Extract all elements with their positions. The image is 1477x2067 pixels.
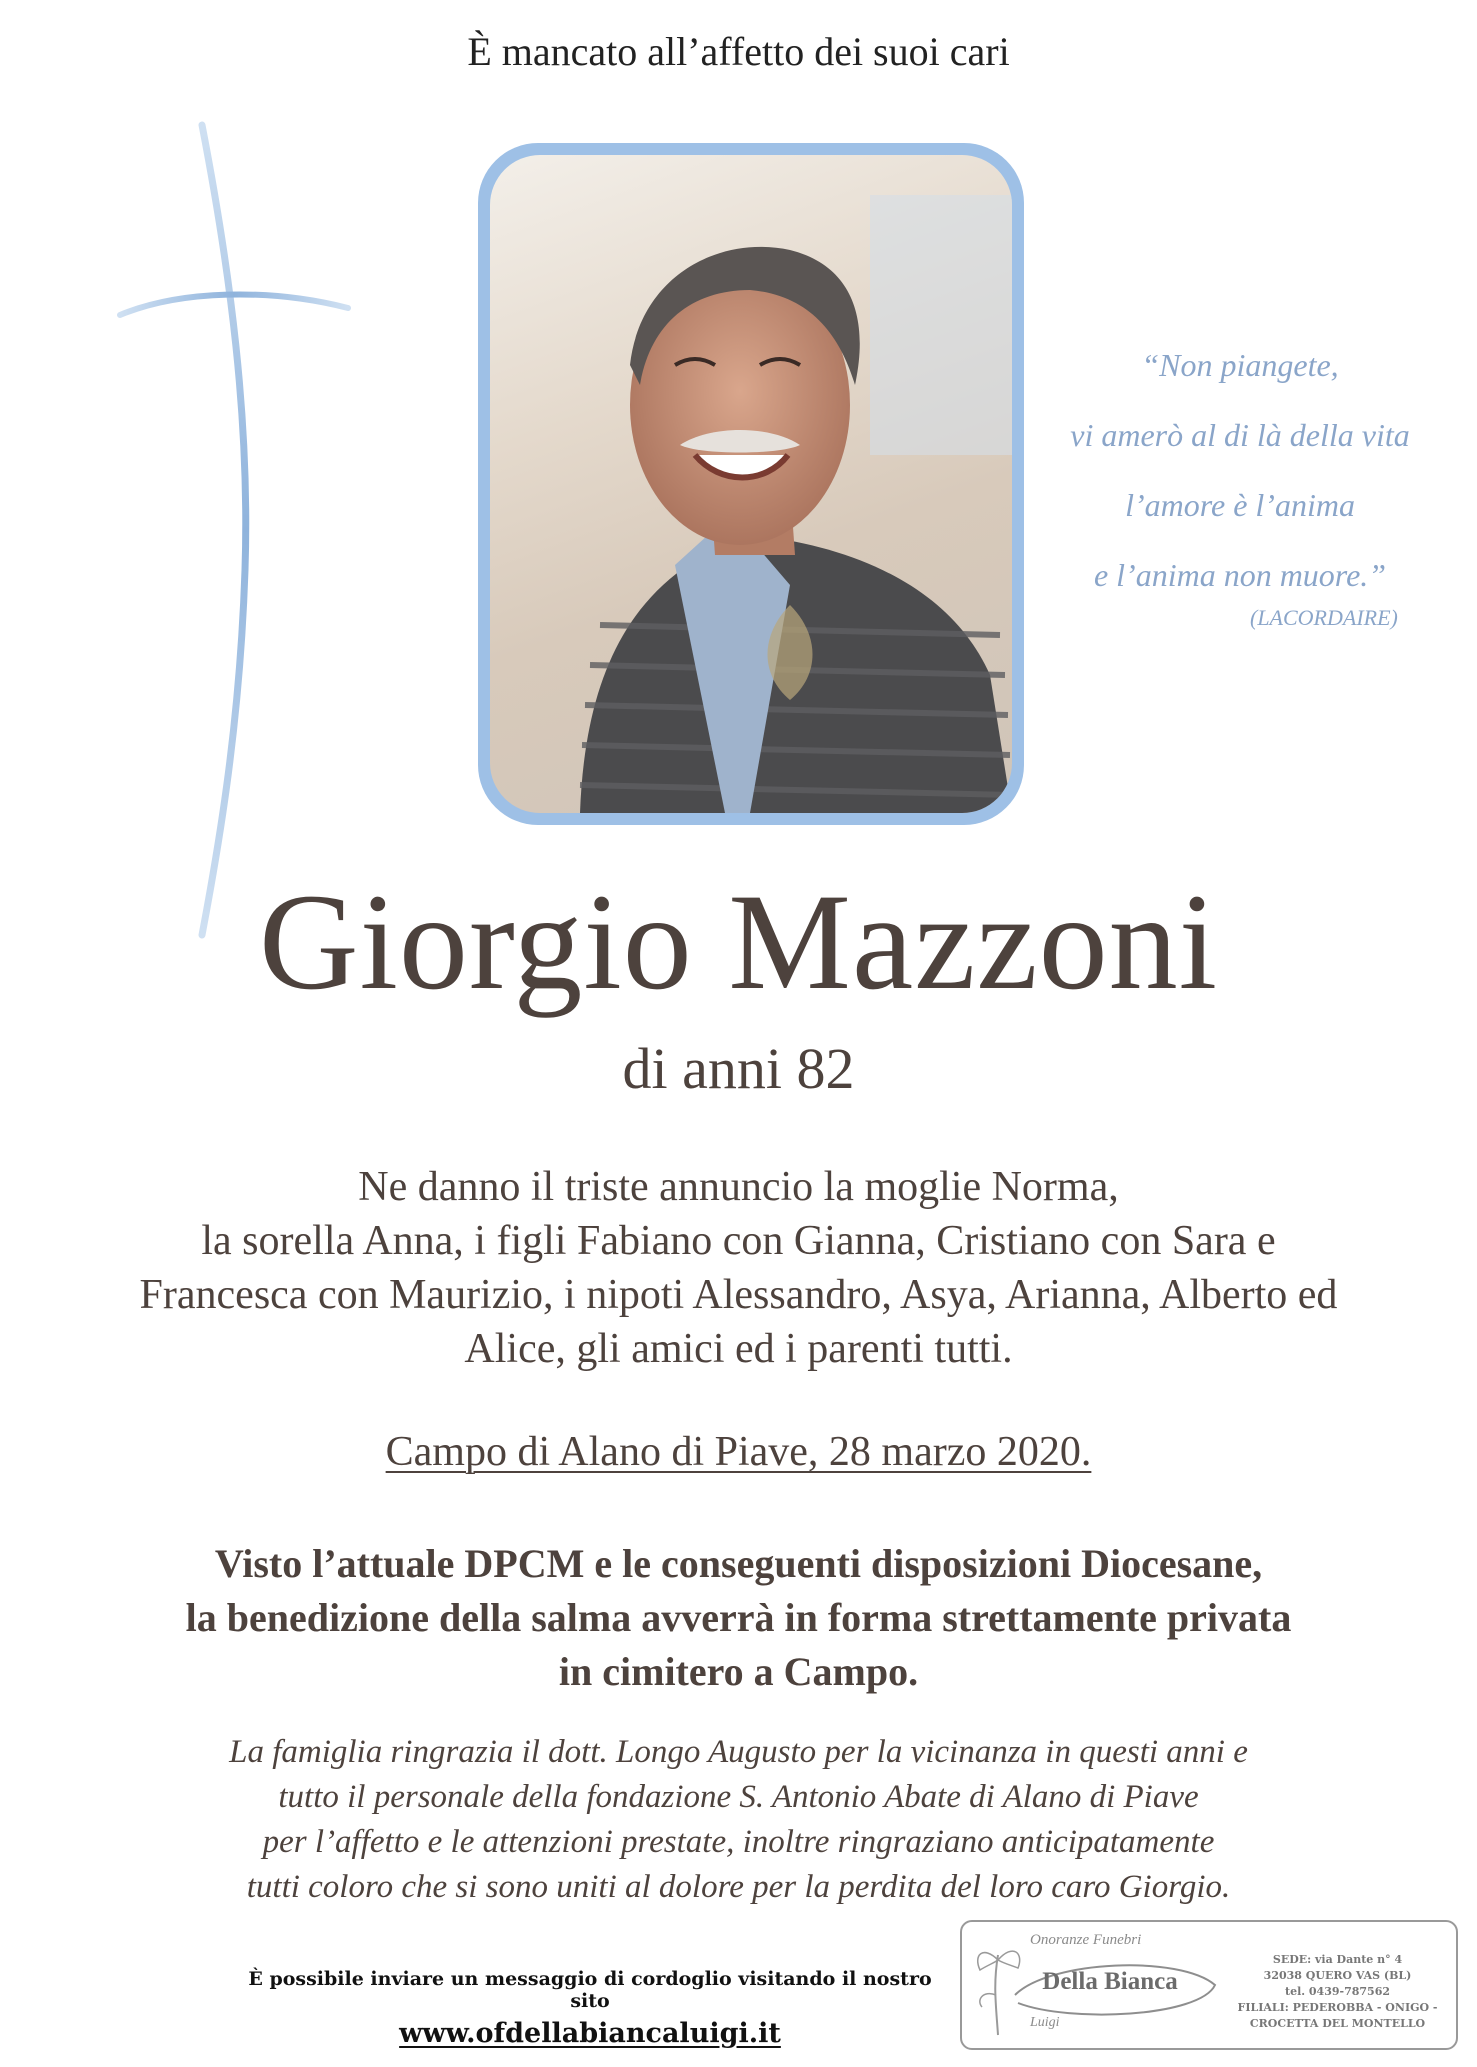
- portrait-frame: [478, 143, 1024, 825]
- ceremony-line: Visto l’attuale DPCM e le conseguenti disposizioni Diocesane,: [214, 1541, 1263, 1586]
- logo-info-line: tel. 0439-787562: [1284, 1985, 1391, 1998]
- announcement-line: la sorella Anna, i figli Fabiano con Gianna, Cristiano con Sara e: [201, 1218, 1276, 1264]
- quote-line: vi amerò al di là della vita: [1070, 417, 1410, 453]
- logo-info-line: CROCETTA DEL MONTELLO: [1249, 2017, 1426, 2030]
- thanks-line: per l’affetto e le attenzioni prestate, inoltre ringraziano anticipatamente: [262, 1824, 1215, 1860]
- ceremony-line: la benedizione della salma avverrà in forma strettamente privata: [185, 1595, 1292, 1640]
- logo-contact-info: [1225, 1952, 1450, 2032]
- thanks-line: tutto il personale della fondazione S. Antonio Abate di Alano di Piave: [278, 1779, 1199, 1815]
- logo-info-line: 32038 QUERO VAS (BL): [1263, 1969, 1412, 1982]
- ceremony-text: [80, 1537, 1397, 1699]
- announcement-line: Francesca con Maurizio, i nipoti Alessandro, Asya, Arianna, Alberto ed: [139, 1272, 1338, 1318]
- thanks-text: [120, 1730, 1357, 1910]
- thanks-line: La famiglia ringrazia il dott. Longo Augusto per la vicinanza in questi anni e: [229, 1734, 1248, 1770]
- announcement-line: Alice, gli amici ed i parenti tutti.: [464, 1326, 1013, 1372]
- place-date-text: Campo di Alano di Piave, 28 marzo 2020.: [385, 1429, 1092, 1475]
- announcement-text: [80, 1160, 1397, 1376]
- cross-icon: [110, 120, 370, 940]
- deceased-name: Giorgio Mazzoni: [258, 865, 1219, 1018]
- website-link[interactable]: www.ofdellabiancaluigi.it: [399, 2018, 781, 2049]
- logo-info-line: FILIALI: PEDEROBBA - ONIGO -: [1237, 2001, 1438, 2014]
- deceased-age: di anni 82: [622, 1036, 855, 1101]
- quote-author: (LACORDAIRE): [1250, 605, 1398, 630]
- logo-sub-text: Luigi: [1030, 2015, 1060, 2030]
- quote-line: l’amore è l’anima: [1125, 487, 1355, 523]
- quote-line: e l’anima non muore.”: [1093, 557, 1387, 593]
- quote-line: “Non piangete,: [1141, 347, 1339, 383]
- ceremony-line: in cimitero a Campo.: [558, 1649, 919, 1694]
- announcement-line: Ne danno il triste annuncio la moglie Norma,: [358, 1164, 1119, 1210]
- quote: [1030, 330, 1450, 610]
- condolence-text: È possibile inviare un messaggio di cordoglio visitando il nostro sito: [248, 1968, 932, 2012]
- logo-info-line: SEDE: via Dante n° 4: [1272, 1953, 1403, 1966]
- logo-top-text: Onoranze Funebri: [1030, 1932, 1142, 1948]
- place-date: [0, 1428, 1477, 1476]
- logo-brand: Della Bianca: [1042, 1968, 1178, 1995]
- header-text: È mancato all’affetto dei suoi cari: [467, 29, 1010, 74]
- portrait-photo: [490, 155, 1012, 813]
- thanks-line: tutti coloro che si sono uniti al dolore per la perdita del loro caro Giorgio.: [246, 1869, 1231, 1905]
